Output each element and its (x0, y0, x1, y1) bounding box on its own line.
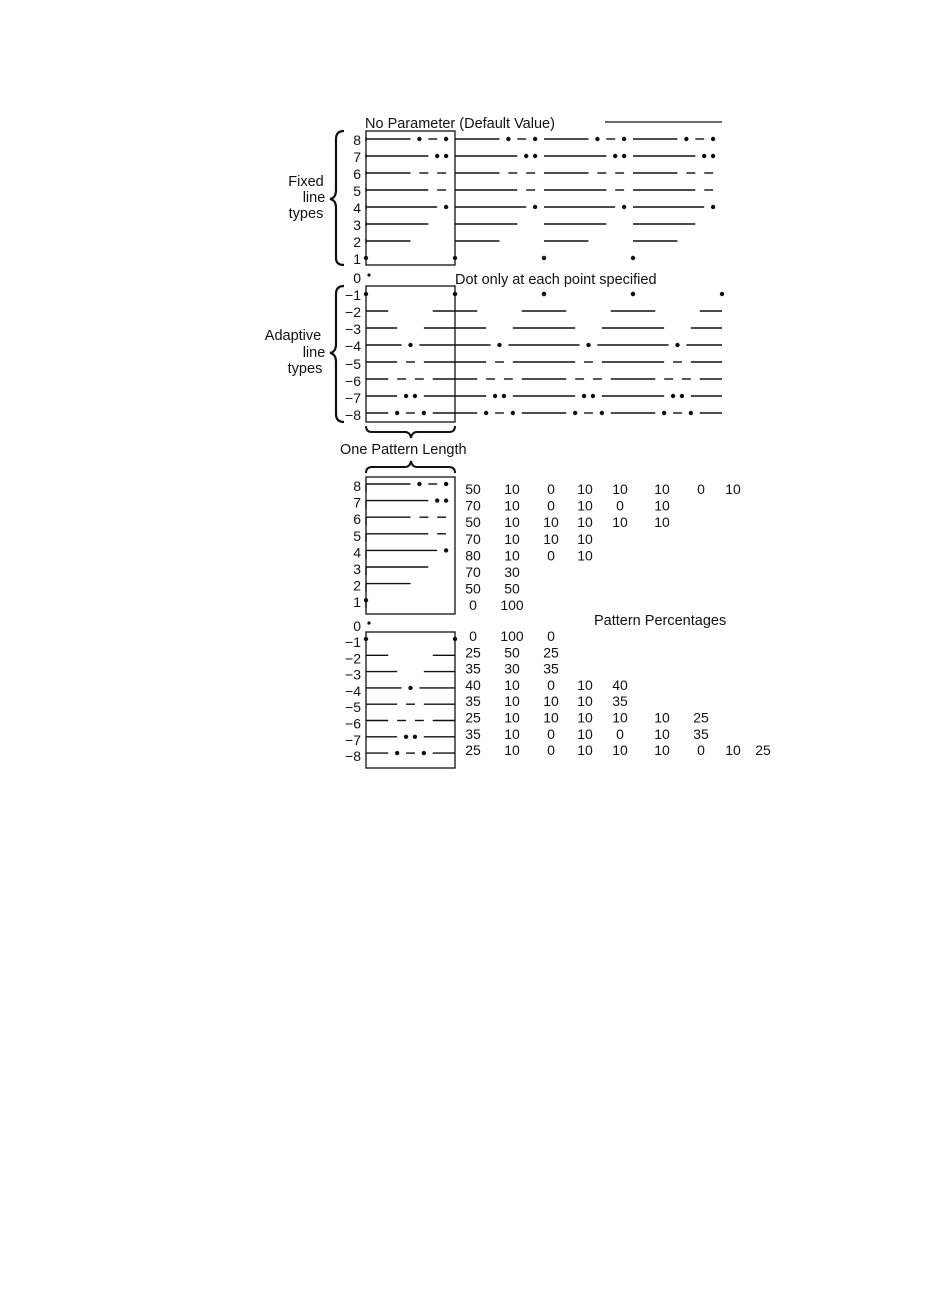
pct-cell: 10 (504, 676, 520, 693)
pct-cell: 10 (504, 725, 520, 742)
top-fixed-4-dot (623, 206, 626, 209)
top-num-m3: −3 (345, 321, 361, 337)
top-adaptive-dot (409, 344, 412, 347)
pct-cell: 25 (755, 742, 771, 759)
bottom-num-2: 2 (353, 577, 361, 594)
bottom-fixed-4-dot (445, 549, 448, 552)
bottom-num-adaptive: −2 (345, 650, 361, 667)
pct-cell: 10 (577, 742, 593, 759)
bottom-num-adaptive: −3 (345, 666, 361, 683)
top-adaptive-dot (543, 293, 546, 296)
pct-cell: 80 (465, 547, 481, 564)
pct-cell: 25 (543, 644, 559, 661)
top-adaptive-dot (454, 293, 457, 296)
pct-cell: 10 (725, 742, 741, 759)
adaptive-label-1: Adaptive (264, 328, 322, 344)
top-fixed-8-dot (596, 138, 599, 141)
top-adaptive-dot (680, 395, 683, 398)
top-fixed-8-dot (712, 138, 715, 141)
pct-cell: 0 (547, 676, 555, 693)
pct-cell: 10 (577, 481, 593, 497)
top-fixed-8-dot (445, 138, 448, 141)
pct-cell: 10 (612, 742, 628, 759)
top-adaptive-dot (396, 412, 399, 415)
zero-dot (367, 273, 370, 276)
top-adaptive-dot (498, 344, 501, 347)
pattern-percentages-adaptive (465, 628, 771, 758)
pct-cell: 10 (577, 530, 593, 547)
bottom-num-6: 6 (353, 511, 361, 528)
pct-cell: 10 (577, 514, 593, 531)
pct-cell: 0 (697, 742, 705, 759)
pct-cell: 0 (547, 742, 555, 759)
adaptive-brace (330, 286, 344, 422)
top-fixed-1-dot (454, 257, 457, 260)
pct-cell: 10 (612, 481, 628, 497)
top-fixed-4-dot (534, 206, 537, 209)
bottom-num-adaptive: −8 (345, 748, 361, 765)
top-adaptive-dot (511, 412, 514, 415)
top-fixed-1-dot (632, 257, 635, 260)
fixed-label-3: types (288, 206, 324, 222)
bottom-adaptive-dot (396, 752, 399, 755)
top-num-m2: −2 (345, 304, 361, 320)
top-num-7: 7 (353, 149, 361, 165)
top-fixed-7-dot (712, 155, 715, 158)
pct-cell: 10 (654, 725, 670, 742)
pct-cell: 10 (504, 497, 520, 514)
pct-cell: 10 (577, 709, 593, 726)
bottom-adaptive-dot (405, 735, 408, 738)
pct-cell: 10 (577, 547, 593, 564)
pct-cell: 50 (465, 580, 481, 597)
pct-cell: 30 (504, 564, 520, 580)
top-num-0: 0 (353, 270, 361, 286)
pct-cell: 50 (504, 644, 520, 661)
pct-cell: 10 (504, 530, 520, 547)
bottom-num-3: 3 (353, 561, 361, 577)
bottom-zero-dot (367, 621, 370, 624)
pct-cell: 25 (465, 742, 481, 759)
top-fixed-4-dot (712, 206, 715, 209)
top-adaptive-dot (502, 395, 505, 398)
pct-cell: 10 (725, 481, 741, 497)
pct-cell: 35 (543, 660, 559, 677)
top-num-m1: −1 (345, 287, 361, 303)
pct-cell: 35 (465, 660, 481, 677)
bottom-num-7: 7 (353, 494, 361, 511)
top-num-m5: −5 (345, 356, 361, 372)
pct-cell: 0 (697, 481, 705, 497)
top-fixed-8-dot (418, 138, 421, 141)
pct-cell: 0 (547, 547, 555, 564)
pct-cell: 25 (465, 709, 481, 726)
pct-cell: 10 (543, 709, 559, 726)
top-num-4: 4 (353, 200, 361, 216)
pattern-length-brace (366, 426, 455, 438)
fixed-label-2: line (302, 190, 326, 206)
pct-cell: 40 (465, 676, 481, 693)
pct-cell: 10 (543, 530, 559, 547)
bottom-fixed-8-dot (418, 483, 421, 486)
bottom-adaptive-rows (345, 634, 456, 764)
pattern-percentages-fixed (465, 481, 741, 613)
top-fixed-7-dot (614, 155, 617, 158)
top-fixed-7-dot (534, 155, 537, 158)
top-num-m7: −7 (345, 390, 361, 406)
top-adaptive-dot (689, 412, 692, 415)
pct-cell: 0 (547, 725, 555, 742)
pct-cell: 10 (577, 676, 593, 693)
pct-cell: 25 (465, 644, 481, 661)
top-num-2: 2 (353, 234, 361, 250)
pct-cell: 10 (612, 514, 628, 531)
top-adaptive-dot (587, 344, 590, 347)
pct-cell: 0 (547, 481, 555, 497)
pct-cell: 10 (504, 742, 520, 759)
pct-cell: 10 (612, 709, 628, 726)
pct-cell: 0 (547, 497, 555, 514)
fixed-brace (330, 131, 344, 265)
pct-cell: 10 (654, 514, 670, 531)
bottom-num-8: 8 (353, 478, 361, 494)
pct-cell: 10 (504, 514, 520, 531)
bottom-num-adaptive: −4 (345, 682, 361, 699)
pct-cell: 70 (465, 530, 481, 547)
top-num-1: 1 (353, 251, 361, 267)
bottom-adaptive-dot (454, 638, 457, 641)
pattern-length-brace-lower (366, 461, 455, 473)
pct-cell: 35 (465, 693, 481, 710)
pct-cell: 50 (465, 481, 481, 497)
top-adaptive-dot (632, 293, 635, 296)
top-num-3: 3 (353, 217, 361, 233)
bottom-fixed-8-dot (445, 483, 448, 486)
bottom-fixed-rows (353, 478, 447, 610)
bottom-adaptive-dot (409, 686, 412, 689)
bottom-fixed-7-dot (445, 499, 448, 502)
bottom-num-adaptive: −6 (345, 715, 361, 732)
top-adaptive-dot (600, 412, 603, 415)
bottom-num-1: 1 (353, 594, 361, 611)
top-adaptive-dot (413, 395, 416, 398)
top-adaptive-dot (494, 395, 497, 398)
top-adaptive-box (366, 286, 455, 422)
one-pattern-length-label: One Pattern Length (340, 442, 467, 458)
fixed-label-1: Fixed (288, 174, 324, 190)
top-fixed-1-dot (543, 257, 546, 260)
top-num-6: 6 (353, 166, 361, 182)
pct-cell: 10 (504, 709, 520, 726)
top-fixed-7-dot (623, 155, 626, 158)
top-fixed-7-dot (436, 155, 439, 158)
top-fixed-numbers (353, 132, 361, 267)
top-adaptive-dot (583, 395, 586, 398)
bottom-fixed-box (366, 477, 455, 614)
top-fixed-7-dot (703, 155, 706, 158)
top-num-m8: −8 (345, 407, 361, 423)
top-fixed-lines (365, 137, 715, 260)
bottom-num-adaptive: −1 (345, 634, 361, 650)
bottom-num-4: 4 (353, 544, 361, 561)
pct-cell: 35 (693, 725, 709, 742)
pct-cell: 10 (504, 547, 520, 564)
pattern-percentages-label: Pattern Percentages (594, 613, 727, 629)
top-fixed-8-dot (623, 138, 626, 141)
top-adaptive-dot (422, 412, 425, 415)
pct-cell: 50 (504, 580, 520, 597)
top-adaptive-dot (405, 395, 408, 398)
pct-cell: 35 (465, 725, 481, 742)
top-adaptive-dot (721, 293, 724, 296)
bottom-adaptive-dot (365, 638, 368, 641)
top-adaptive-dot (485, 412, 488, 415)
bottom-adaptive-box (366, 632, 455, 768)
pct-cell: 10 (543, 514, 559, 531)
top-num-m4: −4 (345, 338, 361, 354)
pct-cell: 100 (500, 628, 524, 644)
pct-cell: 10 (504, 693, 520, 710)
top-num-5: 5 (353, 183, 361, 199)
no-parameter-label: No Parameter (Default Value) (365, 116, 555, 132)
top-num-m6: −6 (345, 373, 361, 389)
top-fixed-7-dot (445, 155, 448, 158)
pct-cell: 10 (577, 693, 593, 710)
bottom-num-adaptive: −5 (345, 699, 361, 716)
pct-cell: 10 (654, 497, 670, 514)
bottom-num-adaptive: −7 (345, 731, 361, 748)
top-adaptive-dot (672, 395, 675, 398)
top-fixed-8-dot (685, 138, 688, 141)
pct-cell: 10 (577, 725, 593, 742)
pct-cell: 70 (465, 564, 481, 580)
pct-cell: 100 (500, 597, 524, 614)
top-adaptive-dot (676, 344, 679, 347)
pct-cell: 70 (465, 497, 481, 514)
top-adaptive-lines (365, 293, 724, 415)
adaptive-label-2: line (302, 345, 326, 361)
top-adaptive-numbers (345, 287, 361, 423)
pct-cell: 10 (654, 709, 670, 726)
pct-cell: 25 (693, 709, 709, 726)
top-fixed-7-dot (525, 155, 528, 158)
top-adaptive-dot (591, 395, 594, 398)
pct-cell: 0 (469, 628, 477, 644)
dot-only-label: Dot only at each point specified (455, 272, 657, 288)
top-fixed-8-dot (534, 138, 537, 141)
top-pattern-box (366, 131, 455, 265)
adaptive-label-3: types (287, 361, 323, 377)
pct-cell: 0 (616, 725, 624, 742)
top-fixed-8-dot (507, 138, 510, 141)
bottom-fixed-7-dot (436, 499, 439, 502)
bottom-adaptive-dot (422, 752, 425, 755)
pct-cell: 0 (616, 497, 624, 514)
pct-cell: 30 (504, 660, 520, 677)
pct-cell: 10 (654, 742, 670, 759)
top-adaptive-dot (663, 412, 666, 415)
bottom-num-0: 0 (353, 618, 361, 634)
pct-cell: 10 (504, 481, 520, 497)
bottom-num-5: 5 (353, 527, 361, 544)
pct-cell: 50 (465, 514, 481, 531)
top-num-8: 8 (353, 132, 361, 148)
pct-cell: 10 (654, 481, 670, 497)
top-fixed-4-dot (445, 206, 448, 209)
pct-cell: 0 (469, 597, 477, 614)
pct-cell: 40 (612, 676, 628, 693)
bottom-fixed-1-dot (365, 599, 368, 602)
top-adaptive-dot (574, 412, 577, 415)
bottom-adaptive-dot (413, 735, 416, 738)
pct-cell: 35 (612, 693, 628, 710)
pct-cell: 0 (547, 628, 555, 644)
pct-cell: 10 (577, 497, 593, 514)
pct-cell: 10 (543, 693, 559, 710)
top-adaptive-dot (365, 293, 368, 296)
